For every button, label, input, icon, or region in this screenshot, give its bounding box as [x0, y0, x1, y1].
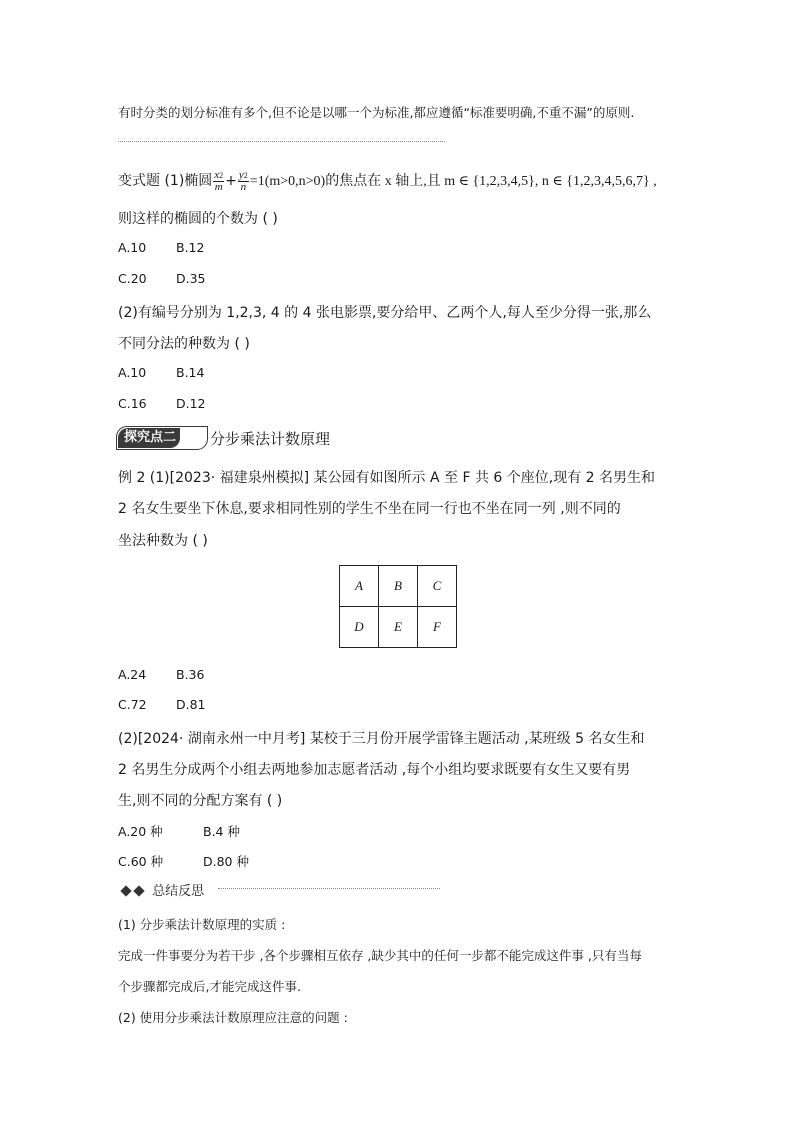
seat-cell: A: [340, 566, 379, 607]
option-d: D.12: [176, 396, 206, 411]
option-c: C.20: [118, 271, 147, 286]
example2-q2-line1: (2)[2024· 湖南永州一中月考] 某校于三月份开展学雷锋主题活动 ,某班级 5 名女生和: [118, 731, 645, 747]
example2-q2-line3: 生,则不同的分配方案有 ( ): [118, 793, 283, 809]
seat-cell: F: [418, 607, 457, 648]
option-a: A.24: [118, 667, 147, 682]
option-c: C.72: [118, 697, 147, 712]
divider-dotted: [218, 888, 440, 889]
option-c: C.60 种: [118, 854, 164, 869]
ellipse-condition: =1(m>0,n>0)的焦点在 x 轴上,且 m ∈ {1,2,3,4,5}, n ∈ {1,2,3,4,5,6,7} ,: [249, 174, 657, 189]
seat-cell: D: [340, 607, 379, 648]
example2-line3: 坐法种数为 ( ): [118, 533, 208, 549]
summary-p2: 完成一件事要分为若干步 ,各个步骤相互依存 ,缺少其中的任何一步都不能完成这件事 ,只有当每: [118, 948, 642, 963]
seat-grid: [339, 565, 457, 648]
seat-cell: B: [379, 566, 418, 607]
variant-q1-line1: 变式题 (1)椭圆 $\frac{x^2}{m}$ + $\frac{y^2}{n}$ =1(m>0,n>0)的焦点在 x 轴上,且 m ∈ {1,2,3,4,5}, n ∈ {1,2,3,4,5,6,7} ,: [118, 168, 657, 193]
option-b: B.14: [176, 365, 205, 380]
option-a: A.20 种: [118, 824, 163, 839]
example2-line2: 2 名女生要坐下休息,要求相同性别的学生不坐在同一行也不坐在同一列 ,则不同的: [118, 501, 621, 517]
option-d: D.81: [176, 697, 206, 712]
seat-cell: E: [379, 607, 418, 648]
fraction-x2-over-m: $\frac{x^2}{m}$: [214, 168, 224, 193]
summary-p4: (2) 使用分步乘法计数原理应注意的问题 :: [118, 1010, 348, 1025]
diamond-icon: [133, 885, 144, 896]
seat-cell: C: [418, 566, 457, 607]
summary-heading-row: [122, 880, 204, 899]
option-d: D.80 种: [203, 854, 249, 869]
variant-lead: 变式题 (1)椭圆: [118, 173, 213, 189]
option-b: B.12: [176, 240, 205, 255]
variant-q2-line1: (2)有编号分别为 1,2,3, 4 的 4 张电影票,要分给甲、乙两个人,每人至少分得一张,那么: [118, 305, 652, 321]
intro-line: 有时分类的划分标准有多个,但不论是以哪一个为标准,都应遵循“标准要明确,不重不漏”的原则.: [118, 105, 635, 120]
option-b: B.4 种: [203, 824, 240, 839]
section-badge-frame: [116, 426, 208, 450]
fraction-y2-over-n: $\frac{y^2}{n}$: [238, 168, 248, 193]
summary-heading: 总结反思: [152, 884, 205, 899]
seat-row: [340, 607, 457, 648]
summary-p3: 个步骤都完成后,才能完成这件事.: [118, 979, 301, 994]
option-a: A.10: [118, 240, 147, 255]
variant-q2-line2: 不同分法的种数为 ( ): [118, 336, 250, 352]
option-b: B.36: [176, 667, 205, 682]
option-a: A.10: [118, 365, 147, 380]
variant-q1-line2: 则这样的椭圆的个数为 ( ): [118, 211, 278, 227]
divider-dotted: [118, 141, 445, 142]
section-badge: 探究点二: [118, 428, 180, 448]
example2-q2-line2: 2 名男生分成两个小组去两地参加志愿者活动 ,每个小组均要求既要有女生又要有男: [118, 762, 631, 778]
example2-line1: 例 2 (1)[2023· 福建泉州模拟] 某公园有如图所示 A 至 F 共 6 个座位,现有 2 名男生和: [118, 470, 656, 486]
seat-row: [340, 566, 457, 607]
option-d: D.35: [176, 271, 206, 286]
summary-p1: (1) 分步乘法计数原理的实质 :: [118, 917, 286, 932]
section-title: 分步乘法计数原理: [210, 430, 331, 448]
option-c: C.16: [118, 396, 147, 411]
diamond-icon: [120, 885, 131, 896]
